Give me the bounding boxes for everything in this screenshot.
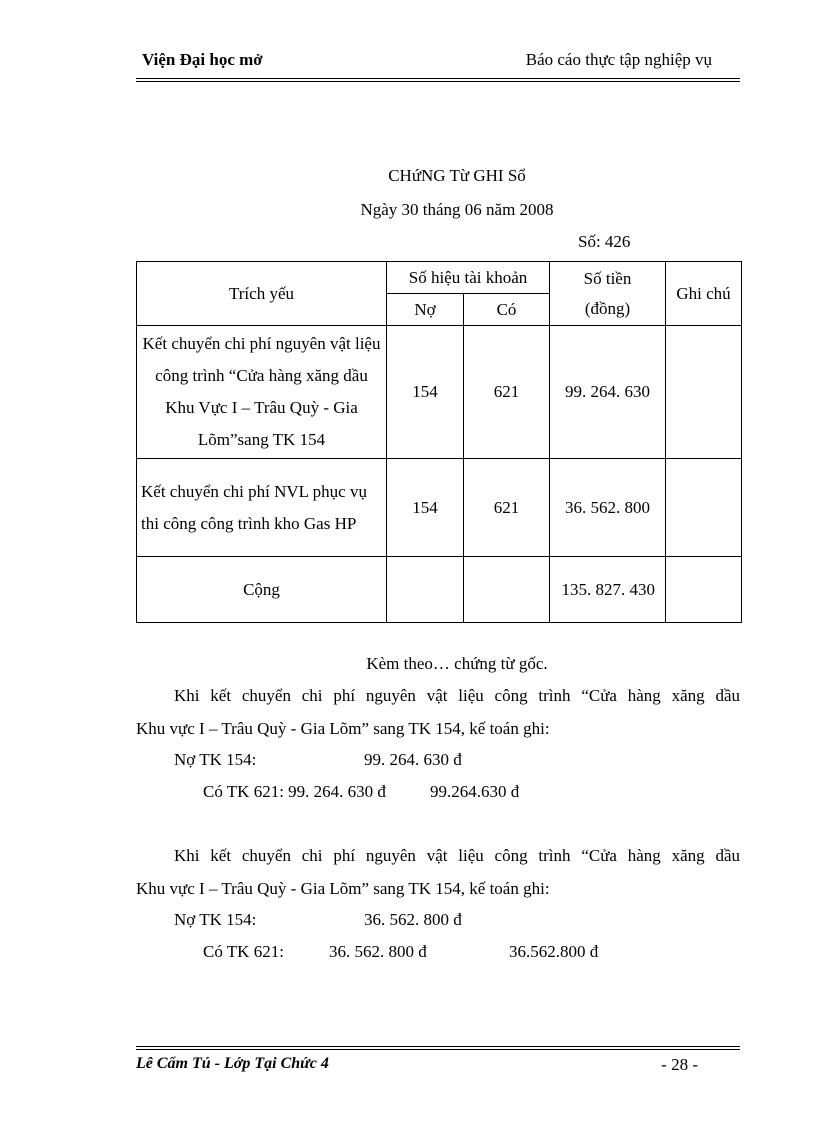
header-report-title: Báo cáo thực tập nghiệp vụ <box>525 50 712 69</box>
entry1-debit-label: Nợ TK 154: <box>174 750 257 769</box>
header-amount <box>550 262 666 326</box>
row-note <box>666 326 742 459</box>
total-amount: 135. 827. 430 <box>550 557 666 623</box>
page-number: - 28 - <box>661 1055 698 1074</box>
row-credit: 621 <box>464 459 550 557</box>
header-rule-bottom <box>136 81 740 82</box>
entry1-credit-label: Có TK 621: 99. 264. 630 đ <box>203 782 386 801</box>
header-institution: Viện Đại học mở <box>142 50 263 69</box>
footer-rule-top <box>136 1046 740 1047</box>
entry2-debit-amount: 36. 562. 800 đ <box>364 910 462 929</box>
footer-rule-bottom <box>136 1049 740 1050</box>
row-summary: Kết chuyển chi phí NVL phục vụ thi công công trình kho Gas HP <box>137 459 387 557</box>
total-credit-empty <box>464 557 550 623</box>
row-note <box>666 459 742 557</box>
row-summary: Kết chuyển chi phí nguyên vật liệu công trình “Cửa hàng xăng dầu Khu Vực I – Trâu Quỳ - Gia Lõm”sang TK 154 <box>137 326 387 459</box>
header-summary: Trích yếu <box>137 262 387 326</box>
table-header-row <box>137 262 742 294</box>
total-note-empty <box>666 557 742 623</box>
table-total-row <box>137 557 742 623</box>
row-debit: 154 <box>387 459 464 557</box>
header-account-number: Số hiệu tài khoản <box>387 262 550 294</box>
document-title: CHứNG Từ GHI Sổ <box>388 166 526 185</box>
total-label: Cộng <box>137 557 387 623</box>
row-amount: 99. 264. 630 <box>550 326 666 459</box>
document-number: Số: 426 <box>578 232 631 251</box>
page-footer <box>136 1053 740 1077</box>
header-debit: Nợ <box>387 294 464 326</box>
voucher-table <box>136 261 742 623</box>
row-amount: 36. 562. 800 <box>550 459 666 557</box>
row-credit: 621 <box>464 326 550 459</box>
entry1-para-line1: Khi kết chuyển chi phí nguyên vật liệu công trình “Cửa hàng xăng dầu <box>174 686 740 705</box>
header-amount-label: Số tiền <box>583 268 632 288</box>
entry2-credit-total: 36.562.800 đ <box>509 942 599 961</box>
entry1-debit-amount: 99. 264. 630 đ <box>364 750 462 769</box>
document-date: Ngày 30 tháng 06 năm 2008 <box>360 200 554 219</box>
page-header <box>136 48 740 72</box>
entry2-para-line2: Khu vực I – Trâu Quỳ - Gia Lõm” sang TK 154, kế toán ghi: <box>136 879 550 898</box>
entry1-credit-total: 99.264.630 đ <box>430 782 520 801</box>
header-credit: Có <box>464 294 550 326</box>
header-amount-unit: (đồng) <box>584 298 631 318</box>
header-rule-top <box>136 78 740 79</box>
total-debit-empty <box>387 557 464 623</box>
footer-author: Lê Cẩm Tú - Lớp Tại Chức 4 <box>136 1055 329 1072</box>
table-row <box>137 459 742 557</box>
entry1-para-line2: Khu vực I – Trâu Quỳ - Gia Lõm” sang TK 154, kế toán ghi: <box>136 719 550 738</box>
entry2-para-line1: Khi kết chuyển chi phí nguyên vật liệu công trình “Cửa hàng xăng dầu <box>174 846 740 865</box>
entry2-debit-label: Nợ TK 154: <box>174 910 257 929</box>
entry2-credit-amount: 36. 562. 800 đ <box>329 942 427 961</box>
row-debit: 154 <box>387 326 464 459</box>
header-note: Ghi chú <box>666 262 742 326</box>
table-row <box>137 326 742 459</box>
attached-note: Kèm theo… chứng từ gốc. <box>366 654 548 673</box>
entry2-credit-label: Có TK 621: <box>203 942 284 961</box>
